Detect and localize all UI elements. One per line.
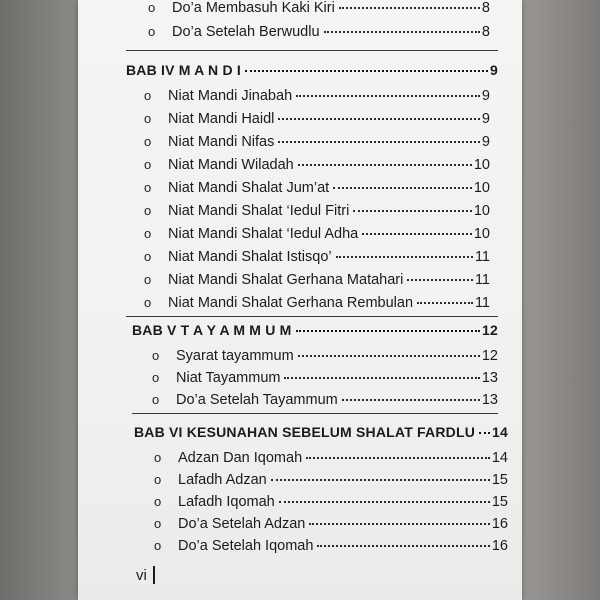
toc-entry[interactable] <box>154 538 508 554</box>
dot-leader <box>362 233 472 235</box>
dot-leader <box>245 70 488 72</box>
bullet-icon: o <box>144 203 152 218</box>
toc-entry[interactable] <box>144 157 490 173</box>
page-number: 9 <box>481 134 490 150</box>
page-number: 11 <box>474 272 490 288</box>
entry-label: Niat Mandi Shalat Jum’at <box>168 180 330 196</box>
bullet-icon: o <box>154 494 162 509</box>
toc-entry[interactable] <box>144 111 490 127</box>
page-number: 16 <box>491 538 508 554</box>
dot-leader <box>309 523 489 525</box>
dot-leader <box>271 479 490 481</box>
bullet-icon: o <box>144 295 152 310</box>
chapter-title: BAB IV M A N D I <box>126 62 241 78</box>
toc-entry[interactable] <box>152 392 498 408</box>
toc-entry[interactable] <box>144 134 490 150</box>
bullet-icon: o <box>144 226 152 241</box>
bullet-icon: o <box>154 450 162 465</box>
entry-label: Do’a Membasuh Kaki Kiri <box>172 0 335 16</box>
entry-label: Niat Mandi Jinabah <box>168 88 293 104</box>
page-number: 11 <box>474 295 490 311</box>
entry-label: Lafadh Iqomah <box>178 494 275 510</box>
bullet-icon: o <box>144 180 152 195</box>
dot-leader <box>417 302 473 304</box>
section-divider <box>132 413 498 414</box>
entry-label: Niat Mandi Wiladah <box>168 157 294 173</box>
toc-entry[interactable] <box>144 88 490 104</box>
entry-label: Niat Mandi Shalat Istisqo’ <box>168 249 332 265</box>
chapter-title: BAB V T A Y A M M U M <box>132 322 292 338</box>
entry-label: Do’a Setelah Berwudlu <box>172 24 320 40</box>
bullet-icon: o <box>144 249 152 264</box>
page-number: 15 <box>491 472 508 488</box>
dot-leader <box>324 31 480 33</box>
toc-entry[interactable] <box>154 450 508 466</box>
page-number: 8 <box>481 0 490 16</box>
bullet-icon: o <box>152 370 160 385</box>
bullet-icon: o <box>144 134 152 149</box>
dot-leader <box>333 187 472 189</box>
toc-entry[interactable] <box>148 24 490 40</box>
dot-leader <box>336 256 473 258</box>
toc-entry[interactable] <box>154 472 508 488</box>
page-number: 14 <box>492 424 508 440</box>
page-number: 12 <box>482 322 498 338</box>
dot-leader <box>296 95 480 97</box>
dot-leader <box>278 118 480 120</box>
entry-label: Do’a Setelah Iqomah <box>178 538 314 554</box>
entry-label: Niat Mandi Shalat ‘Iedul Adha <box>168 226 359 242</box>
bullet-icon: o <box>148 0 156 15</box>
dot-leader <box>296 330 481 332</box>
dot-leader <box>306 457 490 459</box>
entry-label: Niat Mandi Shalat ‘Iedul Fitri <box>168 203 350 219</box>
bullet-icon: o <box>144 111 152 126</box>
page-number: 10 <box>473 180 490 196</box>
page-number: 10 <box>473 203 490 219</box>
section-divider <box>126 316 498 317</box>
page-number: 13 <box>481 370 498 386</box>
page-number: 9 <box>481 111 490 127</box>
chapter-title: BAB VI KESUNAHAN SEBELUM SHALAT FARDLU <box>134 424 476 440</box>
folio-rule <box>153 566 155 584</box>
toc-entry[interactable] <box>144 226 490 242</box>
entry-label: Adzan Dan Iqomah <box>178 450 303 466</box>
bullet-icon: o <box>154 538 162 553</box>
toc-entry[interactable] <box>144 203 490 219</box>
page-number: 10 <box>473 226 490 242</box>
toc-entry[interactable] <box>144 295 490 311</box>
entry-label: Syarat tayammum <box>176 348 294 364</box>
page-number: 9 <box>481 88 490 104</box>
dot-leader <box>278 141 480 143</box>
page-number: 8 <box>481 24 490 40</box>
entry-label: Do’a Setelah Adzan <box>178 516 306 532</box>
dot-leader <box>479 432 490 434</box>
entry-label: Niat Mandi Shalat Gerhana Matahari <box>168 272 404 288</box>
dot-leader <box>298 164 472 166</box>
bullet-icon: o <box>144 157 152 172</box>
entry-label: Niat Mandi Nifas <box>168 134 275 150</box>
page-number: 9 <box>490 62 498 78</box>
entry-label: Niat Mandi Shalat Gerhana Rembulan <box>168 295 414 311</box>
toc-entry[interactable] <box>144 180 490 196</box>
bullet-icon: o <box>144 272 152 287</box>
toc-entry[interactable] <box>144 249 490 265</box>
dot-leader <box>284 377 479 379</box>
entry-label: Niat Mandi Haidl <box>168 111 275 127</box>
bullet-icon: o <box>152 392 160 407</box>
dot-leader <box>298 355 480 357</box>
page-folio <box>136 566 155 584</box>
entry-label: Do’a Setelah Tayammum <box>176 392 338 408</box>
table-of-contents-page <box>78 0 522 600</box>
toc-entry[interactable] <box>152 348 498 364</box>
folio-number: vi <box>136 566 147 584</box>
dot-leader <box>407 279 473 281</box>
page-number: 11 <box>474 249 490 265</box>
page-number: 14 <box>491 450 508 466</box>
chapter-heading[interactable] <box>134 424 508 440</box>
background-left <box>0 0 78 600</box>
toc-entry[interactable] <box>148 0 490 16</box>
bullet-icon: o <box>144 88 152 103</box>
toc-entry[interactable] <box>154 494 508 510</box>
toc-entry[interactable] <box>152 370 498 386</box>
page-number: 12 <box>481 348 498 364</box>
dot-leader <box>317 545 489 547</box>
bullet-icon: o <box>154 472 162 487</box>
chapter-heading[interactable] <box>126 62 498 78</box>
dot-leader <box>339 7 480 9</box>
section-divider <box>126 50 498 51</box>
dot-leader <box>353 210 472 212</box>
entry-label: Niat Tayammum <box>176 370 281 386</box>
bullet-icon: o <box>154 516 162 531</box>
page-number: 10 <box>473 157 490 173</box>
page-number: 16 <box>491 516 508 532</box>
toc-entry[interactable] <box>154 516 508 532</box>
chapter-heading[interactable] <box>132 322 498 338</box>
dot-leader <box>342 399 480 401</box>
page-number: 13 <box>481 392 498 408</box>
page-number: 15 <box>491 494 508 510</box>
toc-entry[interactable] <box>144 272 490 288</box>
dot-leader <box>279 501 490 503</box>
entry-label: Lafadh Adzan <box>178 472 267 488</box>
bullet-icon: o <box>152 348 160 363</box>
background-right <box>522 0 600 600</box>
bullet-icon: o <box>148 24 156 39</box>
